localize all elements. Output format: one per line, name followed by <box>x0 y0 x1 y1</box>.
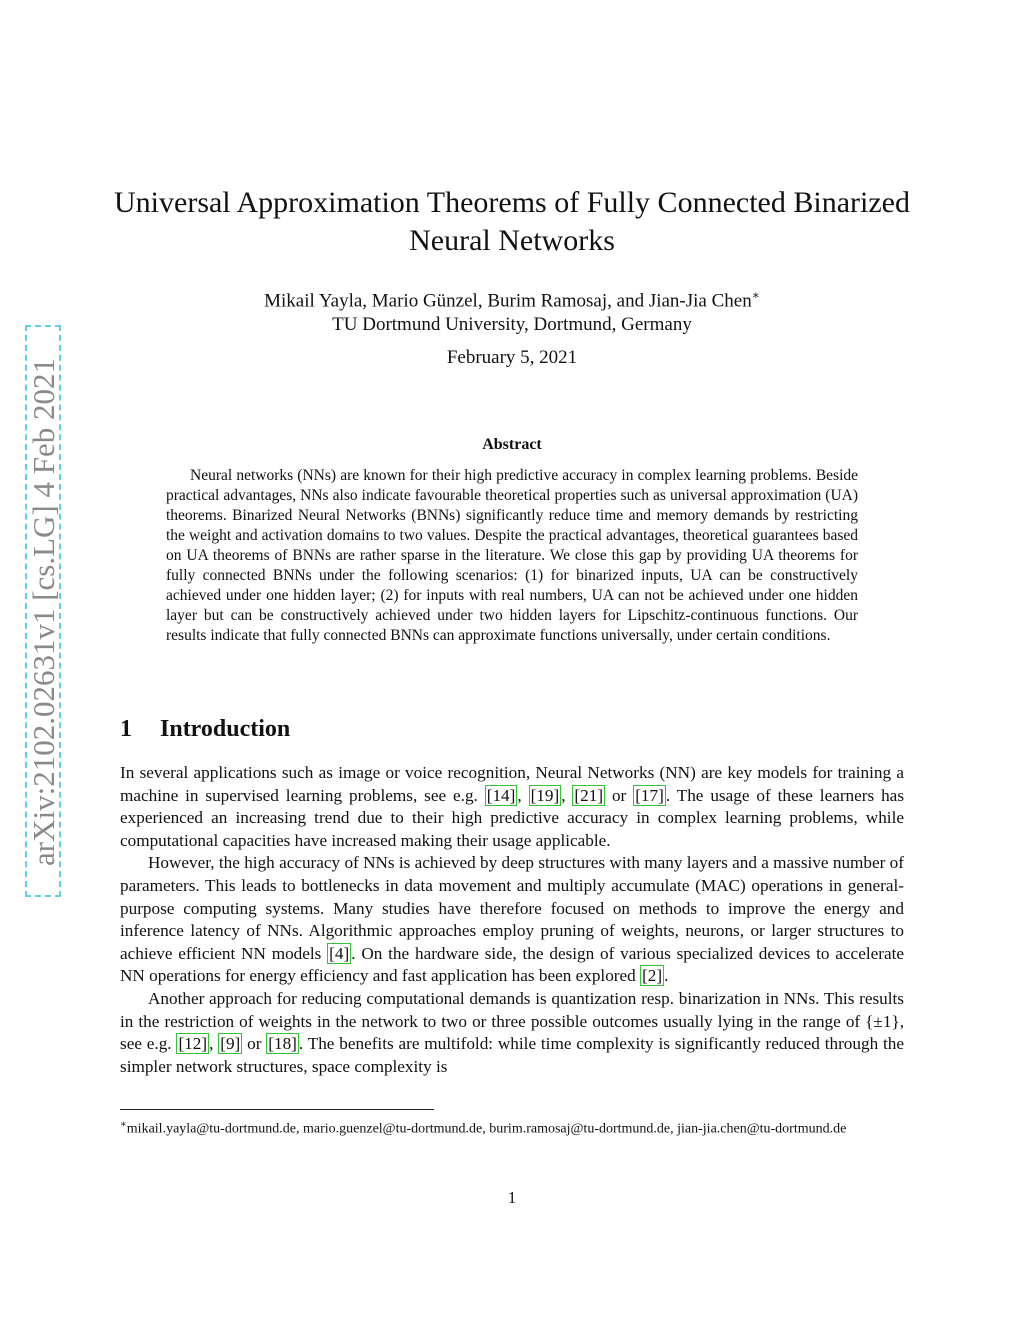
citation-link[interactable]: [14] <box>486 785 516 805</box>
section-number: 1 <box>120 716 132 742</box>
section-heading <box>120 716 290 743</box>
citation-link[interactable]: [19] <box>530 785 560 805</box>
title-line-2: Neural Networks <box>409 224 615 257</box>
author-block <box>100 283 924 337</box>
citation-link[interactable]: [21] <box>574 785 604 805</box>
footnote-mark: ∗ <box>120 1119 127 1130</box>
page-number: 1 <box>507 1188 517 1207</box>
citation-link[interactable]: [18] <box>268 1034 297 1054</box>
abstract-text: Neural networks (NNs) are known for their high predictive accuracy in complex learning problems. Beside practical advantages, NNs also indicate favourable theoretical properties such as universal approximation (UA) theorems. Binarized Neural Networks (BNNs) significantly reduce time and memory demands by restricting the weight and activation domains to two values. Despite the practical advantages, theoretical guarantees based on UA theorems of BNNs are rather sparse in the literature. We close this gap by providing UA theorems for fully connected BNNs under the following scenarios: (1) for binarized inputs, UA can be constructively achieved under one hidden layer; (2) for inputs with real numbers, UA can not be achieved under one hidden layer but can be constructively achieved under two hidden layers for Lipschitz-continuous functions. Our results indicate that fully connected BNNs can approximate functions universally, under certain conditions. <box>166 467 858 644</box>
paragraph-3: Another approach for reducing computational demands is quantization resp. binarization in NNs. This results in the restriction of weights in the network to two or three possible outcomes usually lying in the range of {±1}, see e.g. [12] , [9] or [18] . The benefits are multifold: while time complexity is significantly reduced through the simpler network structures, space complexity is <box>120 988 905 1076</box>
arxiv-identifier[interactable]: arXiv:2102.02631v1 [cs.LG] 4 Feb 2021 <box>26 358 61 866</box>
paragraph-2: However, the high accuracy of NNs is achieved by deep structures with many layers and a massive number of parameters. This leads to bottlenecks in data movement and multiply accumulate (MAC) operations in general-purpose computing systems. Many studies have therefore focused on methods to improve the energy and inference latency of NNs. Algorithmic approaches employ pruning of weights, neurons, or larger structures to achieve efficient NN models [4] . On the hardware side, the design of various specialized devices to accelerate NN operations for energy efficiency and fast application has been explored [2] . <box>120 853 904 986</box>
paragraph-1: In several applications such as image or voice recognition, Neural Networks (NN) are key models for training a machine in supervised learning problems, see e.g. [14] , [19] , [21] or [17] . The usage of these learners has experienced an increasing trend due to their high predictive accuracy in complex learning problems, while computational capacities have increased making their usage applicable. <box>120 763 905 850</box>
affiliation: TU Dortmund University, Dortmund, Germany <box>332 314 692 336</box>
body-text <box>120 762 904 1078</box>
section-title: Introduction <box>160 716 291 742</box>
citation-link[interactable]: [9] <box>220 1034 241 1054</box>
citation-link[interactable]: [4] <box>329 943 350 963</box>
footnote <box>120 1115 904 1140</box>
citation-link[interactable]: [12] <box>178 1034 208 1054</box>
citation-link[interactable]: [17] <box>635 785 664 805</box>
author-names: Mikail Yayla, Mario Günzel, Burim Ramosaj, and Jian-Jia Chen <box>264 290 752 312</box>
footnote-rule <box>120 1109 434 1110</box>
paper-title <box>100 184 924 260</box>
citation-link[interactable]: [2] <box>642 966 663 986</box>
title-line-1: Universal Approximation Theorems of Fully Connected Binarized <box>114 186 910 219</box>
footnote-text: mikail.yayla@tu-dortmund.de, mario.guenzel@tu-dortmund.de, burim.ramosaj@tu-dortmund.de, jian-jia.chen@tu-dortmund.de <box>126 1121 847 1137</box>
author-footnote-mark[interactable]: ∗ <box>751 288 760 302</box>
publication-date: February 5, 2021 <box>446 347 578 368</box>
abstract-heading: Abstract <box>482 436 542 453</box>
